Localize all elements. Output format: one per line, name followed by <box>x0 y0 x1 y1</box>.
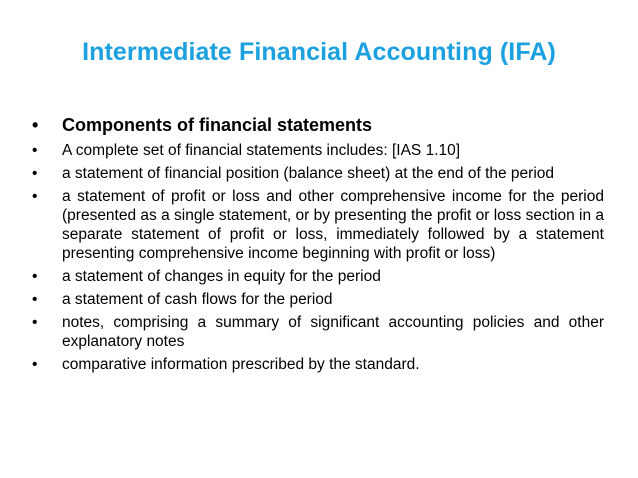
bullet-item <box>32 187 604 263</box>
bullet-list <box>32 114 604 378</box>
bullet-item <box>32 164 604 183</box>
bullet-icon: • <box>32 142 38 159</box>
bullet-item <box>32 141 604 160</box>
bullet-item <box>32 313 604 351</box>
bullet-icon: • <box>32 268 38 285</box>
bullet-item <box>32 290 604 309</box>
bullet-text: comparative information prescribed by the standard. <box>62 356 420 373</box>
bullet-text: a statement of changes in equity for the period <box>62 268 381 285</box>
bullet-icon: • <box>32 356 38 373</box>
bullet-icon: • <box>32 291 38 308</box>
bullet-icon: • <box>32 165 38 182</box>
bullet-text: a statement of profit or loss and other comprehensive income for the period (presented as a single statement, or by presenting the profit or loss section in a separate statement of profit or loss, immediately followed by a statement presenting comprehensive income beginning with profit or loss) <box>62 188 604 262</box>
bullet-item <box>32 267 604 286</box>
bullet-text: a statement of financial position (balance sheet) at the end of the period <box>62 165 555 182</box>
bullet-text: notes, comprising a summary of significant accounting policies and other explanatory notes <box>62 314 604 350</box>
bullet-text: a statement of cash flows for the period <box>62 291 333 308</box>
slide-title: Intermediate Financial Accounting (IFA) <box>82 38 556 66</box>
bullet-item <box>32 355 604 374</box>
bullet-text: A complete set of financial statements includes: [IAS 1.10] <box>62 142 461 159</box>
bullet-text: Components of financial statements <box>62 115 373 135</box>
bullet-item-heading <box>32 114 604 136</box>
bullet-icon: • <box>32 314 38 331</box>
bullet-icon: • <box>32 188 38 205</box>
bullet-icon: • <box>32 115 39 135</box>
